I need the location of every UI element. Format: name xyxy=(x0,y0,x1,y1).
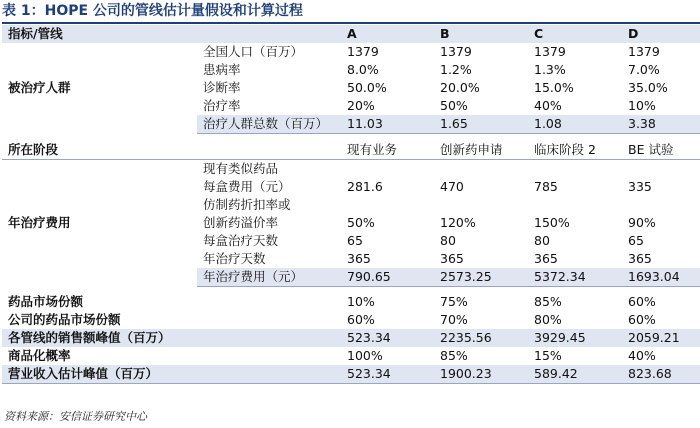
cell-value: 11.03 xyxy=(341,115,434,134)
column-header: B xyxy=(434,25,528,43)
table-title: 表 1：HOPE 公司的管线估计量假设和计算过程 xyxy=(2,3,303,19)
row-label: 营业收入估计峰值（百万） xyxy=(2,365,197,384)
cell-value: 65 xyxy=(628,233,644,248)
table-row xyxy=(2,43,700,61)
row-label: 治疗人群总数（百万） xyxy=(197,115,341,134)
cell-value: 365 xyxy=(347,251,371,266)
header-row xyxy=(2,25,700,43)
cell-value: 823.68 xyxy=(622,365,700,384)
cell-value: 现有业务 xyxy=(341,141,434,160)
cell-value: 1379 xyxy=(628,44,660,59)
cell-value: 1900.23 xyxy=(434,365,528,384)
group-label: 年治疗费用 xyxy=(8,215,71,231)
row-label: 现有类似药品 xyxy=(203,161,279,176)
cell-value: 70% xyxy=(440,312,468,327)
cell-value: 2573.25 xyxy=(434,268,528,287)
cell-value: 120% xyxy=(440,215,476,230)
cell-value: 65 xyxy=(347,233,363,248)
cell-value: 1693.04 xyxy=(622,268,700,287)
cell-value: 150% xyxy=(534,215,570,230)
cell-value: 2059.21 xyxy=(622,329,700,347)
table-row xyxy=(2,160,700,179)
cell-value: 3.38 xyxy=(622,115,700,134)
cell-value: 75% xyxy=(440,294,468,309)
cell-value: BE 试验 xyxy=(622,141,700,160)
row-label: 仿制药折扣率或 xyxy=(203,197,291,212)
row-label: 创新药溢价率 xyxy=(203,215,279,230)
cell-value: 281.6 xyxy=(347,179,383,194)
row-label-empty xyxy=(197,141,341,160)
cell-value: 3929.45 xyxy=(528,329,622,347)
cell-value: 523.34 xyxy=(341,365,434,384)
row-label: 治疗率 xyxy=(203,98,241,113)
table-row xyxy=(2,347,700,365)
row-label: 公司的药品市场份额 xyxy=(8,312,121,327)
cell-value: 7.0% xyxy=(628,62,660,77)
header-spacer xyxy=(197,25,341,43)
cell-value: 10% xyxy=(628,98,656,113)
cell-value: 790.65 xyxy=(341,268,434,287)
column-header: C xyxy=(528,25,622,43)
cell-value: 10% xyxy=(347,294,375,309)
cell-value: 785 xyxy=(534,179,558,194)
row-label: 商品化概率 xyxy=(8,348,71,363)
cell-value: 50.0% xyxy=(347,80,387,95)
title-underline xyxy=(2,22,700,24)
cell-value: 100% xyxy=(347,348,383,363)
cell-value: 335 xyxy=(628,179,652,194)
cell-value: 85% xyxy=(534,294,562,309)
table-row xyxy=(2,311,700,329)
cell-value: 80% xyxy=(534,312,562,327)
table-row-total xyxy=(2,365,700,384)
row-label: 年治疗天数 xyxy=(203,251,266,266)
pipeline-estimate-table xyxy=(2,25,700,384)
cell-value: 365 xyxy=(628,251,652,266)
row-label: 患病率 xyxy=(203,62,241,77)
group-label: 所在阶段 xyxy=(2,141,197,160)
column-header: A xyxy=(341,25,434,43)
row-label: 药品市场份额 xyxy=(8,294,84,309)
cell-value: 60% xyxy=(347,312,375,327)
cell-value: 589.42 xyxy=(528,365,622,384)
row-label: 各管线的销售额峰值（百万） xyxy=(2,329,197,347)
group-label: 被治疗人群 xyxy=(8,80,71,96)
cell-value: 40% xyxy=(628,348,656,363)
spacer-row xyxy=(2,134,700,142)
cell-value: 1.3% xyxy=(534,62,566,77)
cell-value: 创新药申请 xyxy=(434,141,528,160)
cell-value: 80 xyxy=(440,233,456,248)
cell-value: 523.34 xyxy=(341,329,434,347)
column-header: D xyxy=(622,25,700,43)
cell-value: 90% xyxy=(628,215,656,230)
cell-value: 临床阶段 2 xyxy=(528,141,622,160)
cell-value: 1.2% xyxy=(440,62,472,77)
table-row xyxy=(2,293,700,311)
row-label: 每盒费用（元） xyxy=(203,179,291,194)
cell-value: 60% xyxy=(628,312,656,327)
row-label: 每盒治疗天数 xyxy=(203,233,279,248)
row-label: 年治疗费用（元） xyxy=(197,268,341,287)
cell-value: 1379 xyxy=(347,44,379,59)
cell-value: 50% xyxy=(347,215,375,230)
cell-value: 365 xyxy=(534,251,558,266)
cell-value: 60% xyxy=(628,294,656,309)
cell-value: 80 xyxy=(534,233,550,248)
header-label: 指标/管线 xyxy=(2,25,197,43)
cell-value: 20.0% xyxy=(440,80,480,95)
cell-value: 1379 xyxy=(440,44,472,59)
cell-value: 8.0% xyxy=(347,62,379,77)
cell-value: 85% xyxy=(440,348,468,363)
cell-value: 15.0% xyxy=(534,80,574,95)
source-note: 资料来源：安信证券研究中心 xyxy=(4,410,147,423)
table-row xyxy=(2,141,700,160)
cell-value: 35.0% xyxy=(628,80,668,95)
cell-value: 40% xyxy=(534,98,562,113)
cell-value: 1379 xyxy=(534,44,566,59)
cell-value: 365 xyxy=(440,251,464,266)
cell-value: 1.65 xyxy=(434,115,528,134)
cell-value: 5372.34 xyxy=(528,268,622,287)
cell-value: 50% xyxy=(440,98,468,113)
cell-value: 2235.56 xyxy=(434,329,528,347)
cell-value: 470 xyxy=(440,179,464,194)
cell-value: 1.08 xyxy=(528,115,622,134)
row-label: 全国人口（百万） xyxy=(203,44,304,59)
cell-value: 20% xyxy=(347,98,375,113)
cell-value: 15% xyxy=(534,348,562,363)
table-row-total xyxy=(2,329,700,347)
row-label: 诊断率 xyxy=(203,80,241,95)
